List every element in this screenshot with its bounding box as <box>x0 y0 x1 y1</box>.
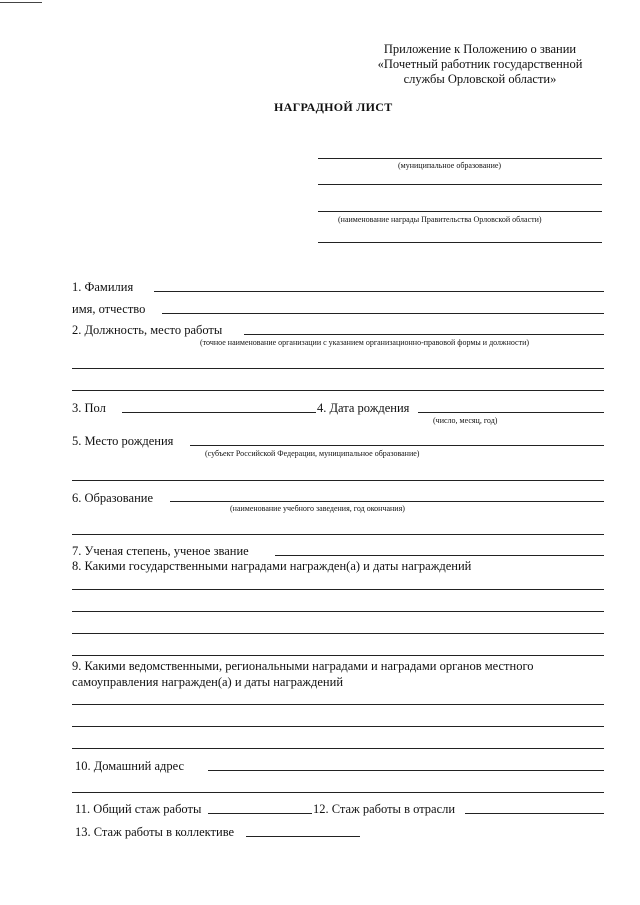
position-field[interactable] <box>244 334 604 335</box>
education-field[interactable] <box>170 501 604 502</box>
degree-field[interactable] <box>275 555 604 556</box>
team-experience-label: 13. Стаж работы в коллективе <box>75 825 235 839</box>
departmental-awards-line-2: самоуправления награжден(а) и даты награждений <box>72 675 344 689</box>
address-line-2[interactable] <box>72 792 604 793</box>
degree-label: 7. Ученая степень, ученое звание <box>72 544 249 558</box>
state-awards-line-2[interactable] <box>72 611 604 612</box>
name-label: имя, отчество <box>72 302 146 316</box>
position-caption: (точное наименование организации с указанием организационно-правовой формы и должности) <box>200 338 530 347</box>
education-caption: (наименование учебного заведения, год окончания) <box>230 504 405 513</box>
header-line-1: Приложение к Положению о звании <box>383 42 577 56</box>
position-line-2[interactable] <box>72 368 604 369</box>
departmental-awards-line-1: 9. Какими ведомственными, региональными наградами и наградами органов местного <box>72 659 534 673</box>
state-awards-line-4[interactable] <box>72 655 604 656</box>
sex-label: 3. Пол <box>72 401 106 415</box>
state-awards-label: 8. Какими государственными наградами награжден(а) и даты награждений <box>72 559 472 573</box>
surname-label: 1. Фамилия <box>72 280 134 294</box>
position-label: 2. Должность, место работы <box>72 323 223 337</box>
state-awards-line-1[interactable] <box>72 589 604 590</box>
header-line-2: «Почетный работник государственной <box>377 57 583 71</box>
surname-field[interactable] <box>154 291 604 292</box>
departmental-awards-field-2[interactable] <box>72 726 604 727</box>
birthplace-label: 5. Место рождения <box>72 434 174 448</box>
sex-field[interactable] <box>122 412 316 413</box>
education-label: 6. Образование <box>72 491 154 505</box>
birthdate-label: 4. Дата рождения <box>317 401 410 415</box>
birthdate-field[interactable] <box>418 412 604 413</box>
education-line-2[interactable] <box>72 534 604 535</box>
team-experience-field[interactable] <box>246 836 360 837</box>
award-caption: (наименование награды Правительства Орловской области) <box>338 215 542 224</box>
departmental-awards-field-1[interactable] <box>72 704 604 705</box>
birthplace-field[interactable] <box>190 445 604 446</box>
scan-mark <box>0 2 42 3</box>
position-line-3[interactable] <box>72 390 604 391</box>
state-awards-line-3[interactable] <box>72 633 604 634</box>
document-title: НАГРАДНОЙ ЛИСТ <box>274 100 393 114</box>
municipality-line[interactable] <box>318 158 602 159</box>
birthplace-caption: (субъект Российской Федерации, муниципальное образование) <box>205 449 420 458</box>
municipality-line-2[interactable] <box>318 184 602 185</box>
address-label: 10. Домашний адрес <box>75 759 185 773</box>
award-line-2[interactable] <box>318 242 602 243</box>
industry-experience-field[interactable] <box>465 813 604 814</box>
total-experience-field[interactable] <box>208 813 312 814</box>
industry-experience-label: 12. Стаж работы в отрасли <box>313 802 456 816</box>
total-experience-label: 11. Общий стаж работы <box>75 802 202 816</box>
birthplace-line-2[interactable] <box>72 480 604 481</box>
birthdate-caption: (число, месяц, год) <box>433 416 498 425</box>
departmental-awards-field-3[interactable] <box>72 748 604 749</box>
award-line[interactable] <box>318 211 602 212</box>
municipality-caption: (муниципальное образование) <box>398 161 502 170</box>
name-field[interactable] <box>162 313 604 314</box>
address-field[interactable] <box>208 770 604 771</box>
header-line-3: службы Орловской области» <box>403 72 557 86</box>
